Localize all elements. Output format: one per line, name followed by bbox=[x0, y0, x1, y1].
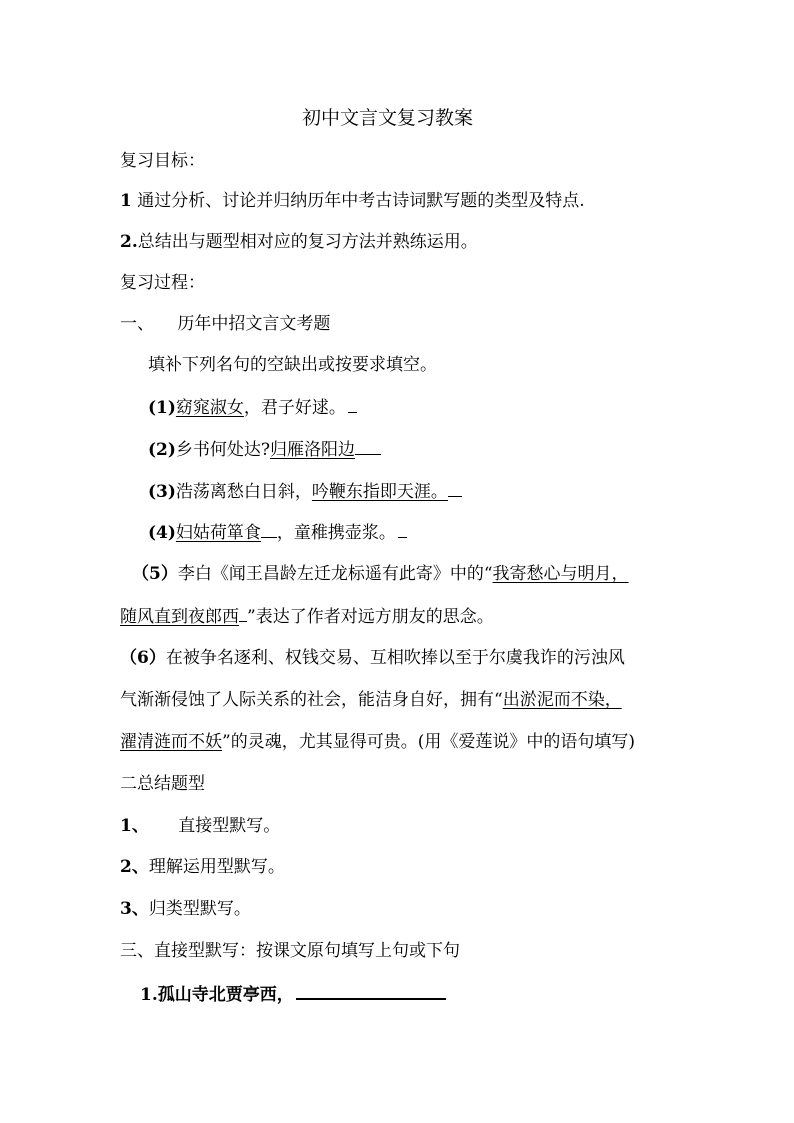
section2-item bbox=[120, 856, 285, 878]
page-title: 初中文言文复习教案 bbox=[302, 107, 474, 129]
fill-item-text: 浩荡离愁白日斜， bbox=[175, 482, 312, 502]
fill-item-blank bbox=[355, 438, 381, 455]
answer-blank bbox=[296, 982, 446, 1000]
fill-item-number: (1) bbox=[148, 398, 176, 418]
section2-item-text: 理解运用型默写。 bbox=[148, 857, 285, 877]
section1-instruction: 填补下列名句的空缺出或按要求填空。 bbox=[148, 355, 437, 375]
fill-item-answer: 出淤泥而不染， bbox=[502, 690, 622, 710]
section3-heading: 三、直接型默写：按课文原句填写上句或下句 bbox=[120, 941, 460, 961]
fill-item-text: ，君子好逑。 bbox=[243, 398, 346, 418]
fill-item-answer: 吟鞭东指即天涯。 bbox=[311, 482, 448, 502]
goal-text: 总结出与题型相对应的复习方法并熟练运用。 bbox=[137, 232, 478, 252]
fill-item-5-line1 bbox=[132, 563, 629, 585]
goal-item bbox=[120, 190, 585, 212]
fill-item-3 bbox=[148, 480, 462, 503]
section2-item bbox=[120, 898, 251, 920]
fill-item-blank bbox=[398, 521, 407, 538]
fill-item-text: 在被争名逐利、权钱交易、互相吹捧以至于尔虞我诈的污浊风 bbox=[165, 648, 625, 668]
fill-item-blank bbox=[261, 521, 277, 538]
fill-item-text: 乡书何处达? bbox=[175, 440, 271, 460]
goal-number: 2. bbox=[120, 232, 138, 252]
section2-item-text: 归类型默写。 bbox=[148, 899, 251, 919]
fill-item-number: (2) bbox=[148, 440, 176, 460]
section2-item bbox=[120, 815, 280, 837]
fill-item-6-line2 bbox=[120, 689, 622, 711]
fill-item-number: (4) bbox=[148, 523, 176, 543]
fill-item-answer: 妇姑荷箪食 bbox=[175, 523, 261, 543]
fill-item-1 bbox=[148, 396, 357, 419]
section2-item-text: 直接型默写。 bbox=[178, 816, 281, 836]
fill-item-blank bbox=[448, 480, 462, 497]
process-heading: 复习过程： bbox=[120, 273, 205, 293]
fill-item-answer: 窈窕淑女 bbox=[175, 398, 244, 418]
section2-item-number: 2、 bbox=[120, 857, 149, 877]
fill-item-4 bbox=[148, 521, 407, 544]
fill-item-5-line2 bbox=[120, 605, 494, 628]
section2-item-number: 1、 bbox=[120, 816, 149, 836]
fill-item-answer: 归雁洛阳边 bbox=[270, 440, 356, 460]
section1-number: 一、 bbox=[120, 314, 154, 334]
fill-item-6-line3 bbox=[120, 731, 635, 753]
fill-item-number: （5） bbox=[132, 564, 178, 584]
fill-item-blank bbox=[239, 605, 247, 622]
fill-item-answer: 我寄愁心与明月， bbox=[492, 564, 629, 584]
section2-heading: 二总结题型 bbox=[120, 774, 205, 794]
fill-item-text: 气渐渐侵蚀了人际关系的社会，能洁身自好，拥有“ bbox=[120, 690, 503, 710]
question-text: 孤山寺北贾亭西， bbox=[157, 985, 294, 1005]
fill-item-text: 李白《闻王昌龄左迁龙标遥有此寄》中的“ bbox=[177, 564, 493, 584]
question-number: 1. bbox=[140, 985, 158, 1005]
fill-item-2 bbox=[148, 438, 381, 461]
fill-item-blank bbox=[348, 396, 357, 413]
fill-item-number: (3) bbox=[148, 482, 176, 502]
fill-item-text: ”表达了作者对远方朋友的思念。 bbox=[247, 607, 494, 627]
fill-item-text: ，童稚携壶浆。 bbox=[276, 523, 396, 543]
fill-item-answer: 随风直到夜郎西 bbox=[120, 607, 239, 627]
section3-question-1 bbox=[140, 982, 446, 1006]
goal-number: 1 bbox=[120, 191, 132, 211]
goal-text: 通过分析、讨论并归纳历年中考古诗词默写题的类型及特点. bbox=[137, 191, 585, 211]
fill-item-answer: 濯清涟而不妖 bbox=[120, 732, 222, 752]
fill-item-6-line1 bbox=[120, 647, 625, 669]
goal-item bbox=[120, 231, 478, 253]
fill-item-number: （6） bbox=[120, 648, 166, 668]
section1-heading bbox=[120, 313, 330, 335]
section1-title: 历年中招文言文考题 bbox=[177, 314, 331, 334]
goals-heading: 复习目标： bbox=[120, 151, 205, 171]
section2-item-number: 3、 bbox=[120, 899, 149, 919]
fill-item-text: ”的灵魂，尤其显得可贵。(用《爱莲说》中的语句填写) bbox=[222, 732, 635, 752]
